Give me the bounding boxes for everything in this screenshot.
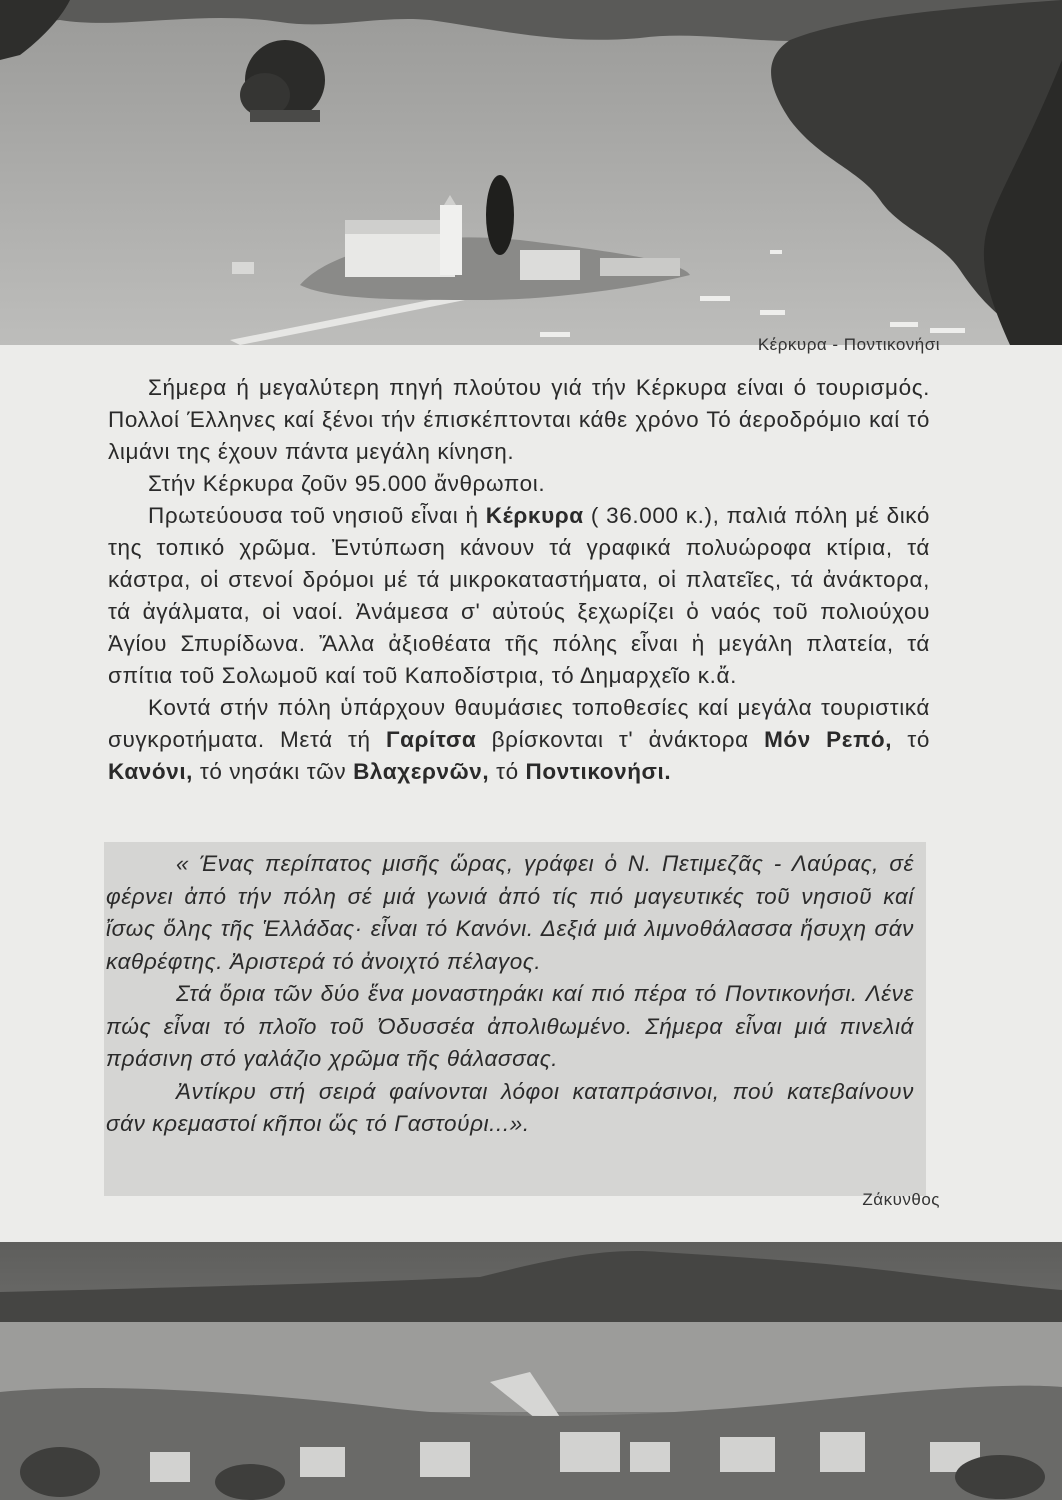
photo-caption-top: Κέρκυρα - Ποντικονήσι [757,335,940,354]
main-text [108,372,930,788]
quote-paragraph-3: Ἀντίκρυ στή σειρά φαίνονται λόφοι καταπράσινοι, πού κατεβαίνουν σάν κρεμαστοί κῆποι ὥς τό Γαστούρι...». [106,1078,914,1136]
paragraph-population: Στήν Κέρκυρα ζοῦν 95.000 ἄνθρωποι. [148,471,546,496]
quote-paragraph-1: « Ένας περίπατος μισῆς ὥρας, γράφει ὁ Ν. Πετιμεζᾶς - Λαύρας, σέ φέρνει ἀπό τήν πόλη σέ μιά γωνιά ἀπό τίς πιό μαγευτικές τοῦ νησιοῦ καί ἴσως ὅλης τῆς Ἑλλάδας· εἶναι τό Κανόνι. Δεξιά μιά λιμνοθάλασσα ἥσυχη σάν καθρέφτης. Ἀριστερά τό ἀνοιχτό πέλαγος. [106,851,914,974]
quote-paragraph-2: Στά ὅρια τῶν δύο ἕνα μοναστηράκι καί πιό πέρα τό Ποντικονήσι. Λένε πώς εἶναι τό πλοῖο τοῦ Ὀδυσσέα ἀπολιθωμένο. Σήμερα εἶναι μιά πινελιά πράσινη στό γαλάζιο χρῶμα τῆς θάλασσας. [106,981,914,1071]
photo-caption-bottom: Ζάκυνθος [862,1190,940,1209]
paragraph-sights: Κοντά στήν πόλη ὑπάρχουν θαυμάσιες τοποθεσίες καί μεγάλα τουριστικά συγκροτήματα. Μετά τή Γαρίτσα βρίσκονται τ' ἀνάκτορα Μόν Ρεπό, τό Κανόνι, τό νησάκι τῶν Βλαχερνῶν, τό Ποντικονήσι. [108,695,930,784]
photo-pontikonisi [0,0,1062,345]
paragraph-tourism: Σήμερα ή μεγαλύτερη πηγή πλούτου γιά τήν Κέρκυρα είναι ό τουρισμός. Πολλοί Έλληνες καί ξένοι τήν έπισκέπτονται κάθε χρόνο Τό άεροδρόμιο καί τό λιμάνι της έχουν πάντα μεγάλη κίνηση. [108,375,930,464]
paragraph-capital: Πρωτεύουσα τοῦ νησιοῦ εἶναι ἡ Κέρκυρα ( 36.000 κ.), παλιά πόλη μέ δικό της τοπικό χρῶμα. Ἐντύπωση κάνουν τά γραφικά πολυώροφα κτίρια, τά κάστρα, οἱ στενοί δρόμοι μέ τά μικροκαταστήματα, οἱ πλατεῖες, τά ἀνάκτορα, τά ἀγάλματα, οἱ ναοί. Ἀνάμεσα σ' αὐτούς ξεχωρίζει ὁ ναός τοῦ πολιούχου Ἁγίου Σπυρίδωνα. Ἄλλα ἀξιοθέατα τῆς πόλης εἶναι ἡ μεγάλη πλατεία, τά σπίτια τοῦ Σολωμοῦ καί τοῦ Καποδίστρια, τό Δημαρχεῖο κ.ἄ. [108,503,930,688]
bold-kerkyra: Κέρκυρα [485,503,584,528]
photo-zakynthos [0,1242,1062,1500]
quote-box [104,842,926,1196]
